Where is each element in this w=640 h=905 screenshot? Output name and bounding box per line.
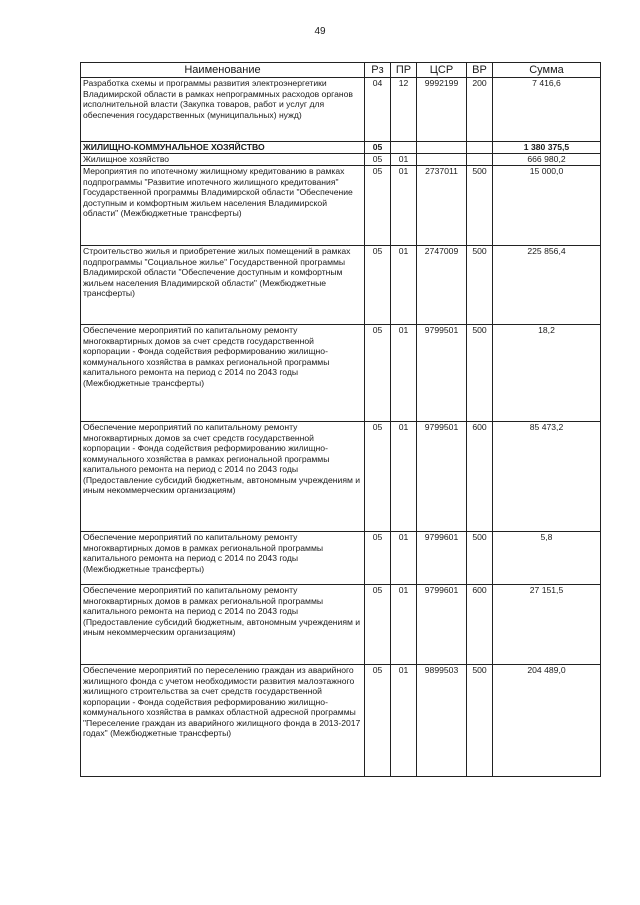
row-vr: 600 [467,585,493,665]
row-csr: 2747009 [417,246,467,325]
row-name: Обеспечение мероприятий по капитальному ремонту многоквартирных домов в рамках региональной программы капитального ремонта на период с 2014 по 2043 годы (Межбюджетные трансферты) [81,532,365,585]
row-pr: 01 [391,154,417,166]
header-pr: ПР [391,63,417,78]
row-pr [391,142,417,154]
row-csr: 9799501 [417,325,467,422]
row-sum: 7 416,6 [493,78,601,142]
table-row [81,422,601,532]
row-vr: 500 [467,665,493,777]
row-csr: 9799501 [417,422,467,532]
table-row [81,78,601,142]
row-sum: 666 980,2 [493,154,601,166]
row-name: Обеспечение мероприятий по капитальному ремонту многоквартирных домов за счет средств государственной корпорации - Фонда содействия реформированию жилищно-коммунального хозяйства в рамках региональной программы капитального ремонта на период с 2014 по 2043 годы (Предоставление субсидий бюджетным, автономным учреждениям и иным некоммерческим организациям) [81,422,365,532]
row-pr: 01 [391,166,417,246]
page-number: 49 [314,26,326,37]
row-pr: 01 [391,665,417,777]
row-csr: 9799601 [417,585,467,665]
row-sum: 18,2 [493,325,601,422]
row-csr: 9899503 [417,665,467,777]
row-vr: 500 [467,325,493,422]
row-vr: 500 [467,532,493,585]
row-rz: 05 [365,585,391,665]
header-sum: Сумма [493,63,601,78]
row-sum: 204 489,0 [493,665,601,777]
row-vr: 600 [467,422,493,532]
row-vr: 500 [467,246,493,325]
row-sum: 27 151,5 [493,585,601,665]
row-name: Строительство жилья и приобретение жилых помещений в рамках подпрограммы "Социальное жилье" Государственной программы Владимирской области "Обеспечение доступным и комфортным жильем населения Владимирской области" (Межбюджетные трансферты) [81,246,365,325]
row-rz: 05 [365,665,391,777]
table-row [81,325,601,422]
row-vr [467,142,493,154]
row-rz: 04 [365,78,391,142]
row-pr: 01 [391,325,417,422]
row-csr [417,142,467,154]
row-pr: 01 [391,422,417,532]
table-row [81,532,601,585]
row-csr: 9799601 [417,532,467,585]
row-name: Обеспечение мероприятий по капитальному ремонту многоквартирных домов в рамках региональной программы капитального ремонта на период с 2014 по 2043 годы (Предоставление субсидий бюджетным, автономным учреждениям и иным некоммерческим организациям) [81,585,365,665]
row-rz: 05 [365,422,391,532]
row-name: Обеспечение мероприятий по переселению граждан из аварийного жилищного фонда с учетом необходимости развития малоэтажного жилищного строительства за счет средств государственной корпорации - Фонда содействия реформированию жилищно-коммунального хозяйства в рамках областной адресной программы "Переселение граждан из аварийного жилищного фонда в 2013-2017 годах" (Межбюджетные трансферты) [81,665,365,777]
row-name: Мероприятия по ипотечному жилищному кредитованию в рамках подпрограммы "Развитие ипотечного жилищного кредитования" Государственной программы Владимирской области "Обеспечение доступным и комфортным жильем населения Владимирской области" (Межбюджетные трансферты) [81,166,365,246]
budget-table [80,62,601,777]
row-sum: 15 000,0 [493,166,601,246]
row-rz: 05 [365,166,391,246]
row-name: Жилищное хозяйство [81,154,365,166]
table-row [81,154,601,166]
row-sum: 1 380 375,5 [493,142,601,154]
header-rz: Рз [365,63,391,78]
row-name: Обеспечение мероприятий по капитальному ремонту многоквартирных домов за счет средств государственной корпорации - Фонда содействия реформированию жилищно-коммунального хозяйства в рамках региональной программы капитального ремонта на период с 2014 по 2043 годы (Межбюджетные трансферты) [81,325,365,422]
row-rz: 05 [365,325,391,422]
row-csr: 9992199 [417,78,467,142]
row-name: Разработка схемы и программы развития электроэнергетики Владимирской области в рамках непрограммных расходов органов исполнительной власти (Закупка товаров, работ и услуг для обеспечения государственных (муниципальных) нужд) [81,78,365,142]
row-csr [417,154,467,166]
row-vr: 500 [467,166,493,246]
row-pr: 01 [391,532,417,585]
row-vr [467,154,493,166]
row-pr: 01 [391,246,417,325]
table-row [81,585,601,665]
row-sum: 5,8 [493,532,601,585]
table-row [81,246,601,325]
header-name: Наименование [81,63,365,78]
table-row [81,166,601,246]
table-row [81,665,601,777]
row-pr: 01 [391,585,417,665]
row-sum: 85 473,2 [493,422,601,532]
header-csr: ЦСР [417,63,467,78]
row-name: ЖИЛИЩНО-КОММУНАЛЬНОЕ ХОЗЯЙСТВО [81,142,365,154]
row-sum: 225 856,4 [493,246,601,325]
row-rz: 05 [365,154,391,166]
row-rz: 05 [365,142,391,154]
row-rz: 05 [365,246,391,325]
table-header-row [81,63,601,78]
row-csr: 2737011 [417,166,467,246]
row-vr: 200 [467,78,493,142]
header-vr: ВР [467,63,493,78]
row-rz: 05 [365,532,391,585]
table-row [81,142,601,154]
row-pr: 12 [391,78,417,142]
